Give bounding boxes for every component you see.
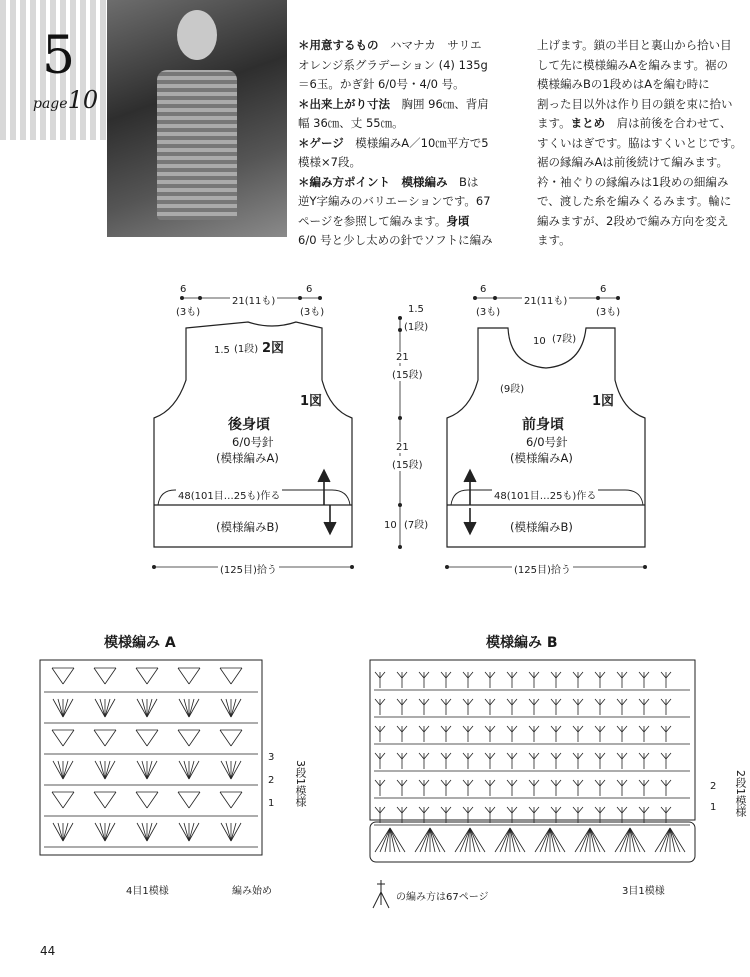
points-line: ページを参照して編みます。 bbox=[298, 213, 447, 228]
front-fig1: 1図 bbox=[592, 394, 615, 409]
back-fig2: 2図 bbox=[262, 341, 285, 356]
points-heading: ＊編み方ポイント 模様編み bbox=[298, 174, 448, 189]
back-fig1: 1図 bbox=[300, 394, 323, 409]
chart-b-note: の編み方は67ページ bbox=[396, 892, 489, 903]
instr-line: 衿・袖ぐりの縁編みは1段めの細編み bbox=[537, 174, 729, 189]
chart-a-stitches bbox=[44, 668, 258, 847]
page-reference-number: 10 bbox=[67, 86, 99, 114]
back-neck-width: 21(11も) bbox=[230, 292, 277, 307]
back-shoulder-l: 6 bbox=[180, 284, 187, 295]
front-pickup: (125目)拾う bbox=[512, 561, 573, 576]
size-heading: ＊出来上がり寸法 bbox=[298, 96, 390, 111]
materials-color: オレンジ系グラデーション (4) 135g bbox=[298, 57, 488, 72]
instr-line: 裾の縁編みAは前後続けて編みます。 bbox=[537, 155, 728, 169]
materials-needles: ＝6玉。かぎ針 6/0号・4/0 号。 bbox=[298, 77, 465, 91]
chart-a-repeat: 4目1模様 bbox=[126, 886, 169, 897]
back-cast-on: 48(101目…25も)作る bbox=[176, 487, 282, 502]
vert-4-rows: (7段) bbox=[404, 520, 429, 531]
chart-a-title: 模様編み A bbox=[104, 635, 176, 651]
pattern-number: 5 bbox=[42, 26, 76, 86]
front-neck-width: 21(11も) bbox=[522, 292, 569, 307]
chart-b-frame bbox=[370, 660, 695, 820]
front-neck-depth-rows: (7段) bbox=[552, 334, 577, 345]
back-pickup: (125目)拾う bbox=[218, 561, 279, 576]
front-pattern-b: (模様編みB) bbox=[510, 520, 573, 534]
instr-line: で、渡した糸を編みくるみます。輪に bbox=[537, 194, 732, 208]
points-b: Bは bbox=[447, 174, 479, 189]
instr-line: ます。 bbox=[537, 233, 571, 247]
instr-line: して先に模様編みAを編みます。裾の bbox=[537, 57, 728, 72]
back-neck-depth: 1.5 bbox=[214, 345, 230, 356]
instr-line: すくいはぎです。脇はすくいとじです。 bbox=[537, 135, 743, 150]
instr-line: 模様編みBの1段めはAを編む時に bbox=[537, 77, 710, 91]
size-chest: 胸囲 96㎝、背肩 bbox=[390, 96, 489, 111]
vert-3: 21 bbox=[396, 442, 409, 453]
front-pattern-a: (模様編みA) bbox=[510, 451, 573, 465]
page-word: page bbox=[33, 96, 68, 112]
vert-3-rows: (15段) bbox=[392, 456, 423, 471]
vert-2: 21 bbox=[396, 352, 409, 363]
chart-a-row1: 1 bbox=[268, 798, 275, 809]
chart-a-row2: 2 bbox=[268, 775, 275, 786]
instr-line: 編みますが、2段めで編み方向を変え bbox=[537, 213, 729, 228]
front-needle: 6/0号針 bbox=[526, 435, 568, 449]
page-number: 44 bbox=[40, 944, 56, 958]
stitch-legend-icon bbox=[373, 880, 389, 908]
vert-1: 1.5 bbox=[408, 304, 424, 315]
chart-a-rows-label: 3段1模様 bbox=[294, 760, 307, 807]
chart-b-rows-label: 2段1模様 bbox=[734, 770, 747, 817]
instr-line: 上げます。鎖の半目と裏山から拾い目 bbox=[537, 38, 732, 52]
chart-b-repeat: 3目1模様 bbox=[622, 886, 665, 897]
front-shoulder-l-sub: (3も) bbox=[476, 307, 501, 318]
back-shoulder-r: 6 bbox=[306, 284, 313, 295]
body-heading: 身頃 bbox=[446, 213, 470, 228]
gauge-rows: 模様×7段。 bbox=[298, 155, 361, 169]
front-title: 前身頃 bbox=[522, 417, 564, 433]
chart-b-row1: 1 bbox=[710, 802, 717, 813]
front-neck-depth: 10 bbox=[533, 336, 546, 347]
points-line: 6/0 号と少し太めの針でソフトに編み bbox=[298, 233, 493, 247]
back-shoulder-l-sub: (3も) bbox=[176, 307, 201, 318]
chart-b-edging bbox=[370, 822, 695, 862]
instr-line: 肩は前後を合わせて、 bbox=[605, 116, 732, 130]
front-neck-side-rows: (9段) bbox=[500, 384, 525, 395]
front-cast-on: 48(101目…25も)作る bbox=[492, 487, 598, 502]
instr-line: 割った目以外は作り目の鎖を束に拾い bbox=[537, 96, 733, 111]
vert-2-rows: (15段) bbox=[392, 366, 423, 381]
gauge-heading: ＊ゲージ bbox=[298, 135, 344, 150]
materials-heading: ＊用意するもの bbox=[298, 38, 379, 52]
back-pattern-b: (模様編みB) bbox=[216, 520, 279, 534]
back-neck-depth-rows: (1段) bbox=[234, 344, 259, 355]
size-length: 幅 36㎝、丈 55㎝。 bbox=[298, 116, 404, 130]
vert-1-rows: (1段) bbox=[404, 322, 429, 333]
back-down-arrowhead bbox=[324, 522, 336, 534]
front-up-arrowhead bbox=[464, 470, 476, 482]
front-shoulder-r: 6 bbox=[600, 284, 607, 295]
instr-line: ます。 bbox=[537, 116, 571, 130]
chart-a-row3: 3 bbox=[268, 752, 275, 763]
back-up-arrowhead bbox=[318, 470, 330, 482]
front-shoulder-l: 6 bbox=[480, 284, 487, 295]
front-down-arrowhead bbox=[464, 522, 476, 534]
vert-4: 10 bbox=[384, 520, 397, 531]
back-needle: 6/0号針 bbox=[232, 435, 274, 449]
back-title: 後身頃 bbox=[228, 417, 270, 433]
front-shoulder-r-sub: (3も) bbox=[596, 307, 621, 318]
finishing-heading: まとめ bbox=[570, 116, 606, 130]
chart-a-start: 編み始め bbox=[232, 886, 272, 897]
chart-b-stitches bbox=[374, 672, 690, 852]
points-line: 逆Y字編みのバリエーションです。67 bbox=[298, 194, 491, 208]
gauge-value: 模様編みA／10㎝平方で5 bbox=[343, 135, 489, 150]
back-pattern-a: (模様編みA) bbox=[216, 451, 279, 465]
materials-yarn: ハマナカ サリエ bbox=[378, 38, 482, 52]
back-shoulder-r-sub: (3も) bbox=[300, 307, 325, 318]
chart-b-row2: 2 bbox=[710, 781, 717, 792]
chart-b-title: 模様編み B bbox=[486, 635, 558, 651]
